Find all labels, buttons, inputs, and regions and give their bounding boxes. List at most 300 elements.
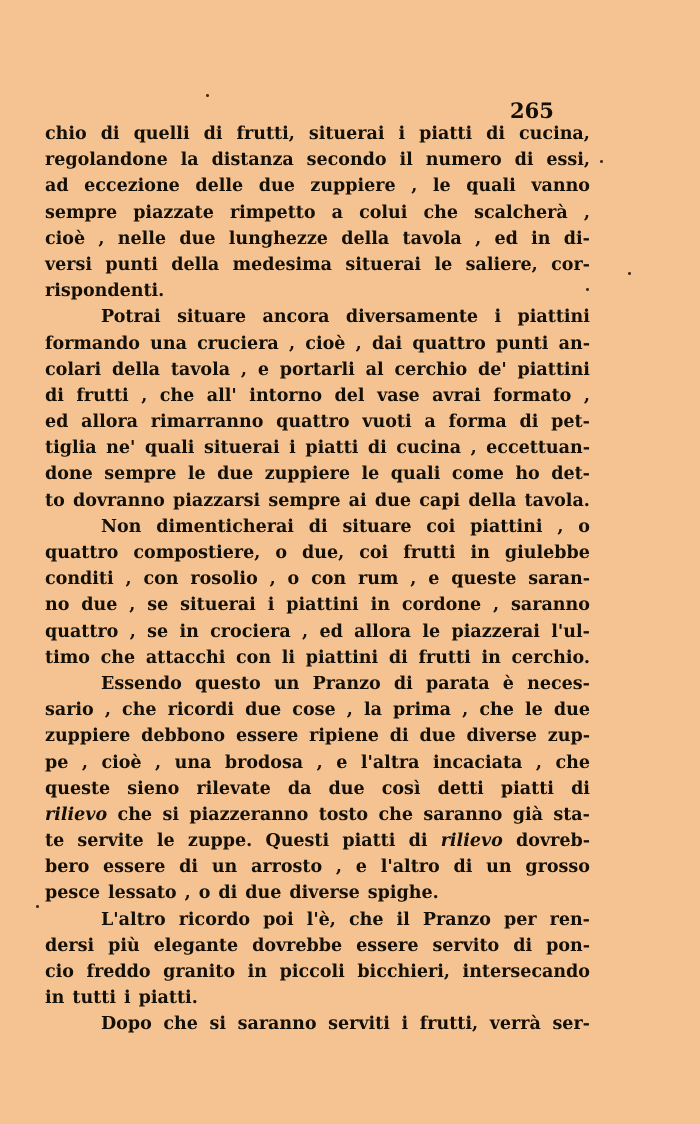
word: cucina, [519,124,590,144]
word: tiglia [45,438,97,459]
word: i [124,988,131,1009]
word: dimenticherai [156,516,294,537]
ink-speck [600,160,603,163]
word: piattini [286,595,359,616]
word: medesima [232,254,333,275]
word: secondo [306,150,387,171]
word: done [45,464,93,485]
text-line [45,540,590,566]
word: l'altro [380,857,440,878]
word: così [381,778,421,799]
word: Non [101,516,142,537]
word: coi [359,543,389,563]
word: in [247,962,268,982]
word: piattini [517,307,590,328]
word: che [159,385,195,406]
word: rum [357,569,399,590]
word: tavola [170,359,231,380]
word: brodosa [224,752,304,773]
page-number: 265 [510,98,554,123]
text-line [45,357,590,383]
word: i [289,438,296,459]
word: piazzerai [451,621,540,642]
word: no [45,595,70,616]
text-line [45,304,590,330]
word: situerai [203,438,280,459]
word: ho [515,464,540,485]
word: e [428,569,440,590]
word: frutti [403,543,456,563]
word: , [411,176,418,197]
text-line [45,1011,590,1037]
word: due, [302,543,345,563]
word: regolandone [45,150,168,171]
word: portarli [279,359,355,380]
text-line [45,147,590,173]
word: o [287,569,300,590]
word: forma [448,412,507,433]
word: cruciera [197,333,279,354]
word: cose [292,700,336,721]
word: pet- [551,412,590,433]
word: timo [45,647,90,668]
text-line [45,828,590,854]
word: si [209,1014,227,1035]
word: due [258,176,295,197]
word: , [557,516,564,537]
word: quattro [412,333,486,354]
word: saranno [511,595,590,616]
word: distanza [211,150,294,171]
word: una [174,752,212,773]
word: sempre [45,202,118,223]
word: due [328,778,365,799]
word: di [389,726,409,747]
word: ancora [262,307,330,328]
word: ripiene [309,726,379,747]
word: di [388,647,408,668]
word: a [331,202,343,223]
text-line [45,776,590,802]
word: che [479,700,514,721]
word: , [346,700,353,721]
word: freddo [86,962,151,982]
word: , [475,228,482,249]
word: rilevate [196,778,271,799]
word: piatti [305,438,359,459]
ink-speck [586,288,589,291]
word: zuppe. [187,831,253,852]
text-line [45,854,590,880]
word: da [287,778,312,799]
text-line [45,200,590,226]
word: a [424,412,436,433]
word: quali [466,176,516,197]
word: , [125,569,132,590]
word: le [422,621,441,642]
word: cioè [101,752,142,773]
word: due [179,228,216,249]
word: crociera [210,621,291,642]
word: si [162,804,179,825]
word: sieno [127,778,180,799]
word: delle [195,176,244,197]
word: allora [81,412,139,433]
word: , [129,595,136,616]
word: rimarranno [150,412,264,433]
word: nelle [117,228,167,249]
word: in [45,988,65,1009]
word: cordone [401,595,482,616]
word: cerchio. [511,647,590,668]
word: piazzate [133,202,214,223]
word: tutti [72,988,116,1009]
word: situare [342,516,412,537]
word: della [171,254,220,275]
word: Essendo [101,673,182,694]
word: , [81,752,88,773]
word: , [184,883,191,904]
word: ed [45,412,69,433]
word: , [155,752,162,773]
word: avrai [432,385,481,406]
word: Pranzo [422,909,491,930]
word: det- [551,464,590,485]
word: cio [45,962,74,982]
word: eccettuan- [486,438,590,459]
word: saranno [423,804,503,825]
word: cor- [551,254,590,275]
word: bero [45,857,90,878]
text-line [45,592,590,618]
word: rosolio [190,569,258,590]
word: con [143,569,179,590]
word: della [112,359,161,380]
word: piatti [419,124,473,144]
word: quali [144,438,195,459]
word: della [341,228,390,249]
word: colari [45,359,102,380]
word: l'altra [360,752,420,773]
word: l'è, [306,909,336,930]
word: l'ul- [551,621,590,642]
word: parata [426,673,490,694]
word: piatti. [138,988,198,1009]
word: , [141,385,148,406]
word: vase [377,385,420,406]
word: di [513,935,533,956]
word: piazzarsi [172,490,261,511]
word: con [236,647,272,668]
word: an- [558,333,590,354]
word: o [275,543,287,563]
word: quattro [45,543,119,563]
word: to [45,490,65,511]
word: grosso [525,857,590,878]
word: ad [45,176,69,197]
word: due [419,726,456,747]
word: piattini [470,516,543,537]
word: di [486,124,506,144]
word: una [150,333,187,354]
word: dovreb- [516,831,590,852]
word: ed [319,621,343,642]
word: i [267,595,275,616]
word: essi, [546,150,590,171]
text-line [45,802,590,828]
word: neces- [527,673,590,694]
word: , [288,333,296,354]
word: situerai [308,124,385,144]
word: rilievo [440,831,503,852]
word: di [218,883,238,904]
word: le [524,700,543,721]
word: due [374,490,411,511]
word: due [245,700,282,721]
text-line [45,697,590,723]
word: questo [195,673,261,694]
word: di [453,857,473,878]
word: i [398,124,406,144]
word: due [553,700,590,721]
word: giulebbe [504,543,590,563]
word: in [370,595,390,616]
word: vanno [531,176,590,197]
word: situerai [180,595,256,616]
word: eccezione [84,176,180,197]
word: , [493,595,500,616]
word: in [179,621,199,642]
word: essere [235,726,299,747]
word: la [180,150,199,171]
word: situare [177,307,247,328]
word: cerchio [394,359,468,380]
word: queste [45,778,111,799]
word: spighe. [367,883,439,904]
text-line [45,723,590,749]
word: come [451,464,504,485]
word: al [365,359,384,380]
word: in [481,647,501,668]
word: di [308,516,328,537]
word: piattini [305,647,379,668]
word: coi [426,516,456,537]
word: , [335,857,342,878]
word: elegante [153,935,239,956]
body-text [45,121,590,1038]
word: verrà [489,1014,541,1035]
word: intersecando [462,962,590,982]
text-line [45,566,590,592]
ink-speck [628,272,631,275]
word: , [269,569,276,590]
word: punti [105,254,158,275]
word: piatti [342,831,396,852]
word: di [571,778,590,799]
word: di [393,673,413,694]
word: o [578,516,590,537]
word: un [486,857,512,878]
word: prima [393,700,452,721]
word: saliere, [465,254,538,275]
word: se [147,621,169,642]
word: due [81,595,118,616]
word: quattro [276,412,350,433]
word: , [355,333,362,354]
word: te [45,831,65,852]
word: le [432,176,451,197]
word: di- [563,228,590,249]
word: , [462,700,469,721]
word: pesce [45,883,101,904]
word: allora [354,621,412,642]
word: quali [390,464,441,485]
word: all' [206,385,237,406]
word: Pranzo [312,673,381,694]
word: di [100,124,120,144]
ink-speck [206,94,209,97]
text-line [45,488,590,514]
word: conditi [45,569,114,590]
word: e [336,752,348,773]
word: e [355,857,367,878]
word: le [187,464,206,485]
word: i [494,307,502,328]
word: debbono [141,726,226,747]
word: , [470,438,477,459]
text-line [45,278,590,304]
word: , [302,621,309,642]
word: situerai [345,254,422,275]
word: le [156,831,175,852]
word: , [583,385,590,406]
word: formato [493,385,572,406]
word: che [122,700,157,721]
word: serviti [328,1014,390,1035]
text-line [45,409,590,435]
word: essere [356,935,419,956]
word: capi [419,490,461,511]
word: due [217,464,254,485]
word: due [245,883,282,904]
word: che [348,909,384,930]
word: dai [371,333,403,354]
word: queste [451,569,517,590]
word: ricordo [178,909,251,930]
word: tosto [318,804,369,825]
word: , [316,752,323,773]
word: di [45,385,64,406]
word: lessato [108,883,177,904]
word: bicchieri, [357,962,450,982]
word: compostiere, [133,543,261,563]
ink-speck [36,905,39,908]
text-line [45,619,590,645]
word: ed [494,228,518,249]
text-line [45,933,590,959]
word: del [334,385,365,406]
word: e [257,359,269,380]
word: tavola [402,228,462,249]
word: zuppiere [264,464,350,485]
text-line [45,461,590,487]
word: i [401,1014,409,1035]
word: le [361,464,380,485]
word: , [240,359,247,380]
word: , [98,228,105,249]
text-line [45,645,590,671]
word: servite [77,831,144,852]
word: , [104,700,111,721]
word: L'altro [101,909,166,930]
word: rispondenti. [45,281,165,302]
word: ricordi [167,700,234,721]
word: diverse [289,883,360,904]
word: servito [432,935,500,956]
word: vuoti [362,412,412,433]
word: , [583,202,590,223]
word: attacchi [145,647,226,668]
word: sempre [268,490,341,511]
word: già [512,804,543,825]
word: per [503,909,537,930]
word: se [147,595,169,616]
text-line [45,383,590,409]
word: in [531,228,551,249]
word: colui [359,202,408,223]
text-line [45,173,590,199]
text-line [45,750,590,776]
word: quelli [133,124,190,144]
word: sempre [104,464,177,485]
text-line [45,514,590,540]
text-line [45,121,590,147]
word: ser- [552,1014,590,1035]
word: pe [45,752,69,773]
word: intorno [249,385,323,406]
word: saran- [528,569,590,590]
word: un [273,673,300,694]
text-line [45,907,590,933]
word: ren- [549,909,590,930]
word: il [399,150,413,171]
word: le [434,254,453,275]
word: chio [45,124,87,144]
word: di [179,857,199,878]
word: essere [103,857,166,878]
word: che [117,804,153,825]
word: arrosto [251,857,323,878]
word: che [555,752,590,773]
word: ai [348,490,367,511]
word: zup- [547,726,590,747]
word: diversamente [345,307,479,328]
word: piazzeranno [189,804,309,825]
word: che [163,1014,198,1035]
word: punti [495,333,549,354]
word: di [367,438,387,459]
word: granito [163,962,236,982]
word: di [519,412,539,433]
word: ne' [106,438,136,459]
word: Questi [265,831,330,852]
word: , [129,621,136,642]
word: saranno [237,1014,317,1035]
word: la [363,700,382,721]
word: con [311,569,347,590]
text-line [45,985,590,1011]
word: è [502,673,514,694]
